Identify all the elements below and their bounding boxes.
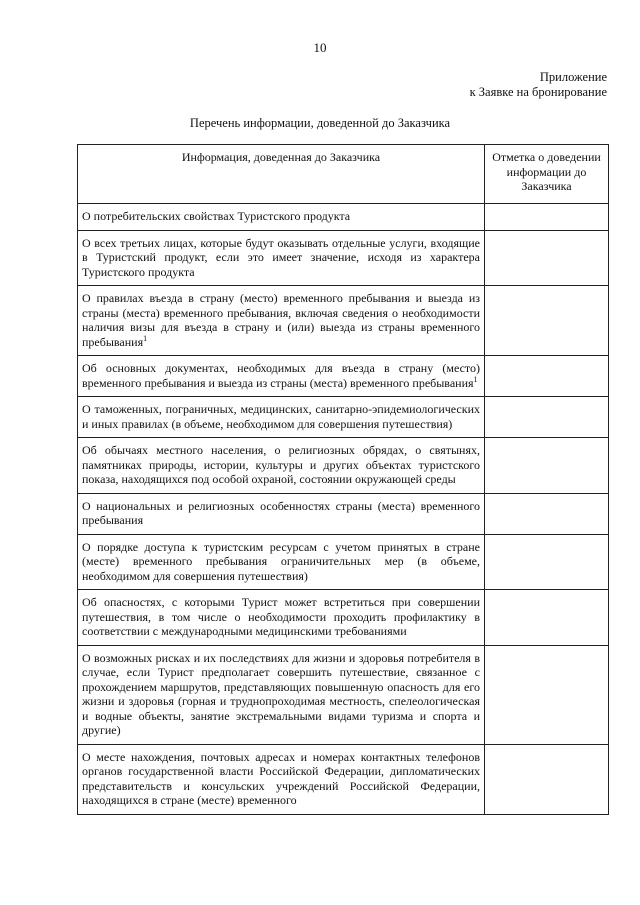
info-text: О месте нахождения, почтовых адресах и номерах контактных телефонов органов государственной власти Российской Федерации, дипломатических представительств и консульских учреждений Российской Федерации, находящихся в стране (месте) временного <box>82 749 480 807</box>
mark-cell[interactable] <box>485 286 609 356</box>
info-cell <box>78 397 485 438</box>
info-text: О потребительских свойствах Туристского продукта <box>82 209 351 223</box>
document-title: Перечень информации, доведенной до Заказчика <box>189 116 451 130</box>
table-row <box>78 356 609 397</box>
info-text: О правилах въезда в страну (место) временного пребывания и выезда из страны (места) временного пребывания, включая сведения о необходимости наличия визы для въезда в страну и (или) выезда из страны временного пребывания <box>82 291 480 349</box>
info-cell <box>78 645 485 744</box>
info-cell <box>78 356 485 397</box>
table-row <box>78 397 609 438</box>
header-mark: Отметка о доведении информации до Заказчика <box>485 145 609 204</box>
table-row <box>78 534 609 590</box>
info-cell <box>78 744 485 814</box>
footnote-marker: 1 <box>473 374 478 384</box>
appendix-reference <box>470 70 607 100</box>
info-text: О таможенных, пограничных, медицинских, санитарно-эпидемиологических и иных правилах (в объеме, необходимом для совершения путешествия) <box>82 402 480 431</box>
mark-cell[interactable] <box>485 744 609 814</box>
table-row <box>78 493 609 534</box>
mark-cell[interactable] <box>485 438 609 494</box>
info-text: О национальных и религиозных особенностях страны (места) временного пребывания <box>82 498 480 527</box>
information-table <box>77 144 609 815</box>
mark-cell[interactable] <box>485 645 609 744</box>
mark-cell[interactable] <box>485 590 609 646</box>
info-cell <box>78 590 485 646</box>
table-row <box>78 204 609 231</box>
info-text: О возможных рисках и их последствиях для жизни и здоровья потребителя в случае, если Турист предполагает совершить путешествие, связанное с прохождением маршрутов, представляющих повышенную опасность для его жизни и здоровья (горная и труднопроходимая местность, спелеологическая и водные объекты, занятие экстремальными видами туризма и спорта и другие) <box>82 650 480 737</box>
table-row <box>78 590 609 646</box>
mark-cell[interactable] <box>485 204 609 231</box>
mark-cell[interactable] <box>485 493 609 534</box>
footnote-marker: 1 <box>143 333 148 343</box>
table-row <box>78 230 609 286</box>
info-cell <box>78 230 485 286</box>
mark-cell[interactable] <box>485 397 609 438</box>
info-text: О всех третьих лицах, которые будут оказывать отдельные услуги, входящие в Туристский продукт, если это имеет значение, исходя из характера Туристского продукта <box>82 235 480 279</box>
info-text: О порядке доступа к туристским ресурсам с учетом принятых в стране (месте) временного пребывания ограничительных мер (в объеме, необходимом для совершения путешествия) <box>82 539 480 583</box>
info-text: Об опасностях, с которыми Турист может встретиться при совершении путешествия, в том числе о необходимости проходить профилактику в соответствии с международными медицинскими требованиями <box>82 595 480 638</box>
table-row <box>78 438 609 494</box>
table-row <box>78 744 609 814</box>
info-cell <box>78 493 485 534</box>
appendix-line-1: Приложение <box>539 70 607 84</box>
mark-cell[interactable] <box>485 534 609 590</box>
table-row <box>78 286 609 356</box>
page-number: 10 <box>313 40 327 55</box>
info-cell <box>78 204 485 231</box>
table-row <box>78 645 609 744</box>
appendix-line-2: к Заявке на бронирование <box>469 85 607 99</box>
mark-cell[interactable] <box>485 356 609 397</box>
header-info: Информация, доведенная до Заказчика <box>78 145 485 204</box>
table-header-row <box>78 145 609 204</box>
info-cell <box>78 438 485 494</box>
info-cell <box>78 534 485 590</box>
info-cell <box>78 286 485 356</box>
info-text: Об основных документах, необходимых для въезда в страну (место) временного пребывания и выезда из страны (места) временного пребывания <box>82 361 480 390</box>
mark-cell[interactable] <box>485 230 609 286</box>
info-text: Об обычаях местного населения, о религиозных обрядах, о святынях, памятниках природы, истории, культуры и других объектах туристского показа, находящихся под особой охраной, состоянии окружающей среды <box>82 443 480 486</box>
